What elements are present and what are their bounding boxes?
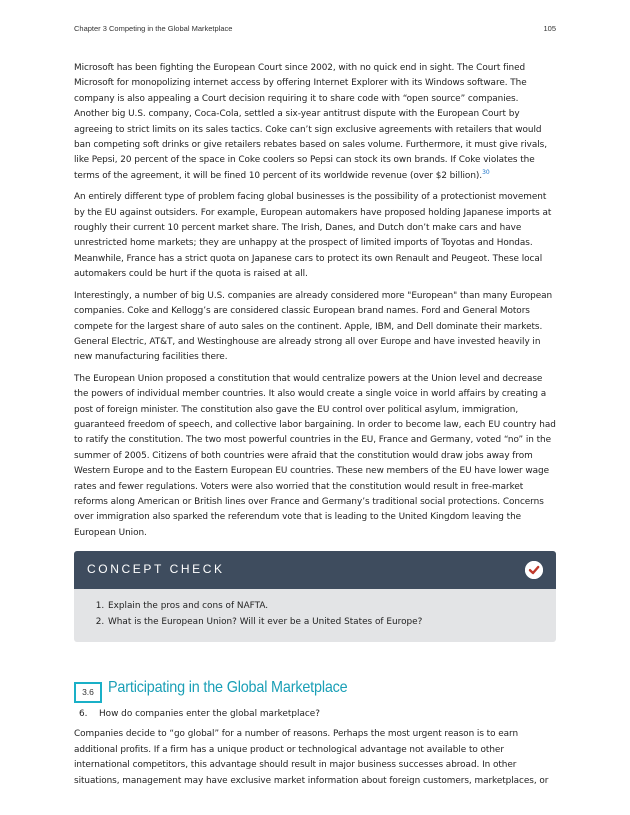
- concept-check-header: [74, 551, 556, 589]
- footnote-link[interactable]: 30: [482, 168, 490, 176]
- paragraph: [74, 61, 556, 184]
- list-item: 1. Explain the pros and cons of NAFTA.: [107, 599, 556, 614]
- paragraph-text: Microsoft has been fighting the European Court since 2002, with no quick end in sight. The Court fined Microsoft for monopolizing internet access by offering Internet Explorer with its Windows software. The company is also appealing a Court decision requiring it to share code with “open source” companies. Another big U.S. company, Coca-Cola, settled a six-year antitrust dispute with the European Court by agreeing to strict limits on its sales tactics. Coke can’t sign exclusive agreements with retailers that would ban competing soft drinks or give retailers rebates based on sales volume. Furthermore, it must give rivals, like Pepsi, 20 percent of the space in Coke coolers so Pepsi can stock its own brands. If Coke violates the terms of the agreement, it will be fined 10 percent of its worldwide revenue (over $2 billion).: [74, 63, 548, 181]
- concept-check-box: [74, 551, 556, 642]
- paragraph: Interestingly, a number of big U.S. companies are already considered more "European" than many European companies. Coke and Kellogg’s are considered classic European brand names. Ford and General Motors compete for the largest share of auto sales on the continent. Apple, IBM, and Dell dominate their markets. General Electric, AT&T, and Westinghouse are already strong all over Europe and have invested heavily in new manufacturing facilities there.: [74, 290, 553, 363]
- section-heading: [74, 678, 556, 706]
- page-number: 105: [543, 24, 556, 33]
- concept-check-list: [74, 589, 556, 642]
- question-number: 6.: [79, 709, 88, 719]
- section-title: Participating in the Global Marketplace: [108, 679, 348, 696]
- chapter-title: Chapter 3 Competing in the Global Marketplace: [74, 24, 233, 33]
- page-header: [74, 24, 556, 36]
- checkmark-icon: [525, 561, 543, 579]
- list-item: 2. What is the European Union? Will it ever be a United States of Europe?: [107, 615, 556, 630]
- concept-check-title: CONCEPT CHECK: [87, 562, 225, 577]
- paragraph: Companies decide to “go global” for a number of reasons. Perhaps the most urgent reason is to earn additional profits. If a firm has a unique product or technological advantage not available to other international competitors, this advantage should result in major business successes abroad. In other situations, management may have exclusive market information about foreign customers, marketplaces, or: [74, 729, 549, 786]
- learning-question: [74, 707, 556, 722]
- paragraph: The European Union proposed a constitution that would centralize powers at the Union level and decrease the powers of individual member countries. It also would create a single voice in world affairs by creating a post of foreign minister. The constitution also gave the EU control over political asylum, immigration, guaranteed freedom of speech, and collective labor bargaining. In order to become law, each EU country had to ratify the constitution. The two most powerful countries in the EU, France and Germany, voted “no” in the summer of 2005. Citizens of both countries were afraid that the constitution would draw jobs away from Western Europe and to the Eastern European EU countries. These new members of the EU have lower wage rates and fewer regulations. Voters were also worried that the constitution would result in free-market reforms along American or British lines over France and Germany’s traditional social protections. Concerns over immigration also sparked the referendum vote that is leading to the United Kingdom leaving the European Union.: [74, 373, 556, 538]
- section-number: 3.6: [74, 682, 102, 703]
- question-text: How do companies enter the global marketplace?: [99, 709, 320, 719]
- page-content: [74, 61, 556, 795]
- paragraph: An entirely different type of problem facing global businesses is the possibility of a protectionist movement by the EU against outsiders. For example, European automakers have proposed holding Japanese imports at roughly their current 10 percent market share. The Irish, Danes, and Dutch don’t make cars and have unrestricted home markets; they are unhappy at the prospect of limited imports of Toyotas and Hondas. Meanwhile, France has a strict quota on Japanese cars to protect its own Renault and Peugeot. These local automakers could be hurt if the quota is raised at all.: [74, 192, 552, 280]
